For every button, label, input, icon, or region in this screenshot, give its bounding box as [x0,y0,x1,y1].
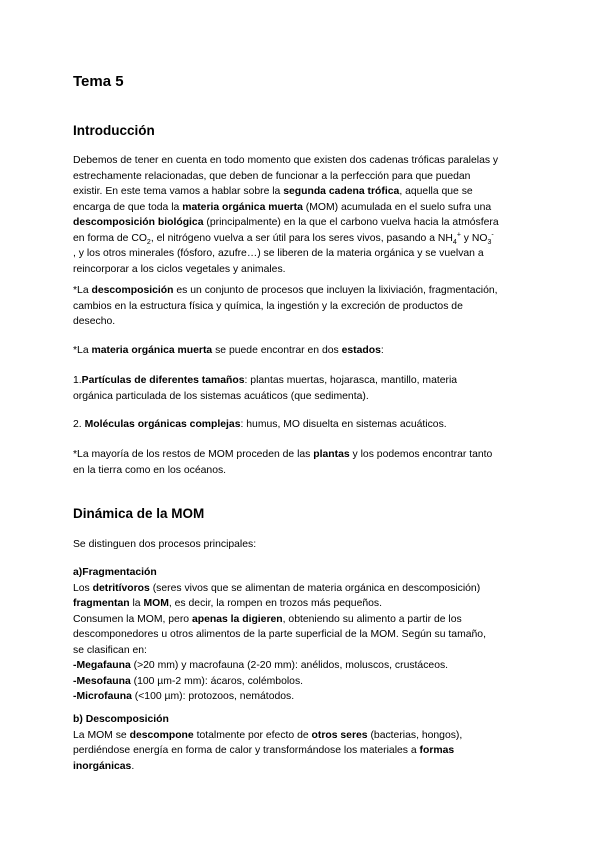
state-item-particulas [73,373,533,404]
dynamics-intro [73,537,533,553]
text-line: orgánica particulada de los sistemas acuáticos (que sedimenta). [73,390,369,402]
fauna-item-megafauna: -Megafauna (>20 mm) y macrofauna (2-20 mm): anélidos, moluscos, crustáceos. [73,660,449,671]
text-line: Consumen la MOM, pero apenas la digieren, obteniendo su alimento a partir de los [73,613,462,625]
text-line: inorgánicas. [73,760,135,772]
mom-states-note [73,343,533,359]
text-line: se clasifican en: [73,644,147,656]
document-title: Tema 5 [73,73,124,90]
intro-paragraph [73,153,533,277]
text-line: encarga de que toda la materia orgánica muerta (MOM) acumulada en el suelo sufra una [73,201,492,213]
subheading-descomposicion: b) Descomposición [73,714,169,725]
fauna-item-mesofauna: -Mesofauna (100 µm-2 mm): ácaros, colémbolos. [73,675,304,687]
text-line: estrechamente relacionadas, que deben de funcionar a la perfección para que puedan [73,170,471,182]
section-heading-dinamica: Dinámica de la MOM [73,506,205,521]
text-line: descomposición biológica (principalmente) en la que el carbono vuelva hacia la atmósfera [73,217,499,228]
text-line: Debemos de tener en cuenta en todo momento que existen dos cadenas tróficas paralelas y [73,155,499,166]
text-line: cambios en la estructura física y química, la ingestión y la excreción de productos de [73,300,463,312]
text-line: 1.Partículas de diferentes tamaños: plantas muertas, hojarasca, mantillo, materia [73,375,458,386]
text-line: en la tierra como en los océanos. [73,464,227,476]
fragmentacion-section [73,565,533,705]
state-item-moleculas [73,417,533,433]
text-line: Los detritívoros (seres vivos que se alimentan de materia orgánica en descomposición) [73,582,481,594]
descomposicion-section [73,712,533,774]
text-line: Se distinguen dos procesos principales: [73,539,257,550]
text-line: desecho. [73,316,116,327]
text-line: en forma de $CO_2$, el nitrógeno vuelva a ser útil para los seres vivos, pasando a $NH_4^+$ y $NO_3^-$ [73,231,494,246]
section-heading-introduccion: Introducción [73,123,155,138]
text-line: fragmentan la MOM, es decir, la rompen en trozos más pequeños. [73,598,382,609]
text-line: descomponedores u otros alimentos de la parte superficial de la MOM. Según su tamaño, [73,629,486,640]
text-line: *La mayoría de los restos de MOM proceden de las plantas y los podemos encontrar tanto [73,449,493,460]
fauna-item-microfauna: -Microfauna (<100 µm): protozoos, nemátodos. [73,691,295,702]
text-line: existir. En este tema vamos a hablar sobre la segunda cadena trófica, aquella que se [73,186,473,197]
subheading-fragmentacion: a)Fragmentación [73,567,157,578]
text-line: , y los otros minerales (fósforo, azufre…) se liberen de la materia orgánica y se vuelvan a [73,248,484,259]
mom-origin-note [73,447,533,478]
text-line: *La materia orgánica muerta se puede encontrar en dos estados: [73,345,384,356]
descomposicion-note [73,283,533,330]
text-line: perdiéndose energía en forma de calor y transformándose los materiales a formas [73,745,455,756]
text-line: reincorporar a los ciclos vegetales y animales. [73,263,286,275]
text-line: *La descomposición es un conjunto de procesos que incluyen la lixiviación, fragmentación, [73,285,498,296]
text-line: 2. Moléculas orgánicas complejas: humus, MO disuelta en sistemas acuáticos. [73,419,447,430]
text-line: La MOM se descompone totalmente por efecto de otros seres (bacterias, hongos), [73,729,463,741]
